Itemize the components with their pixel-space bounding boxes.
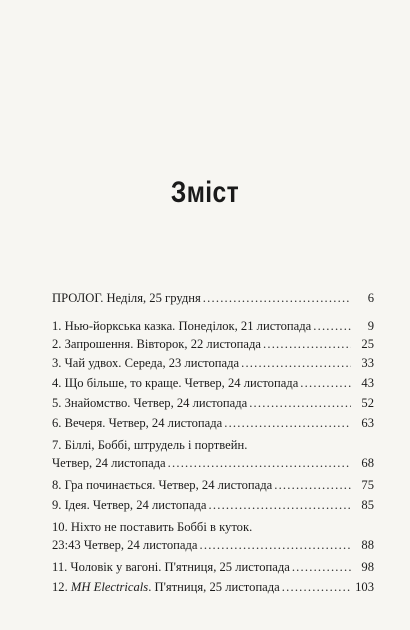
- page-title: Зміст: [170, 176, 240, 209]
- toc-entry-prologue[interactable]: [52, 289, 374, 307]
- toc-entry-5[interactable]: [52, 394, 374, 412]
- toc-entry-label: ПРОЛОГ. Неділя, 25 грудня: [52, 291, 201, 305]
- toc-page-number: 33: [361, 356, 374, 370]
- toc-entry-7[interactable]: [52, 436, 374, 472]
- toc-page-number: 75: [361, 478, 374, 492]
- toc-entry-4[interactable]: [52, 374, 374, 392]
- toc-page-number: 25: [361, 337, 374, 351]
- dot-leader: [224, 414, 351, 432]
- toc-page-number: 88: [361, 538, 374, 552]
- toc-entry-3[interactable]: [52, 354, 374, 372]
- dot-leader: [274, 476, 351, 494]
- toc-entry-label-prefix: 12.: [52, 580, 71, 594]
- dot-leader: [200, 536, 352, 554]
- toc-entry-label: 1. Нью-йоркська казка. Понеділок, 21 листопада: [52, 319, 312, 333]
- toc-page-number: 98: [361, 560, 374, 574]
- toc-entry-2[interactable]: [52, 335, 374, 353]
- toc-entry-label-line1: 10. Ніхто не поставить Боббі в куток.: [52, 520, 253, 534]
- toc-page-number: 9: [367, 319, 374, 333]
- dot-leader: [300, 374, 351, 392]
- dot-leader: [292, 558, 351, 576]
- dot-leader: [203, 289, 351, 307]
- toc-entry-1[interactable]: [52, 317, 374, 335]
- toc-entry-label: 9. Ідея. Четвер, 24 листопада: [52, 498, 207, 512]
- toc-entry-label-line1: 7. Біллі, Боббі, штрудель і портвейн.: [52, 438, 248, 452]
- toc-entry-10[interactable]: [52, 518, 374, 554]
- toc-page-number: 52: [361, 396, 374, 410]
- dot-leader: [241, 354, 351, 372]
- toc-entry-11[interactable]: [52, 558, 374, 576]
- toc-entry-label: 8. Гра починається. Четвер, 24 листопада: [52, 478, 273, 492]
- toc-page-number: 6: [367, 291, 374, 305]
- toc-page-number: 63: [361, 416, 374, 430]
- dot-leader: [249, 394, 351, 412]
- dot-leader: [263, 335, 351, 353]
- dot-leader: [313, 317, 351, 335]
- toc-page-number: 68: [361, 456, 374, 470]
- toc-entry-8[interactable]: [52, 476, 374, 494]
- toc-entry-12[interactable]: [52, 578, 374, 596]
- toc-entry-label: 5. Знайомство. Четвер, 24 листопада: [52, 396, 248, 410]
- toc-page-number: 103: [355, 580, 374, 594]
- toc-entry-6[interactable]: [52, 414, 374, 432]
- toc-page-number: 43: [361, 376, 374, 390]
- toc-entry-label: 4. Що більше, то краще. Четвер, 24 листопада: [52, 376, 299, 390]
- toc-entry-label: 3. Чай удвох. Середа, 23 листопада: [52, 356, 240, 370]
- toc-entry-label-rest: . П'ятниця, 25 листопада: [148, 580, 280, 594]
- dot-leader: [282, 578, 351, 596]
- dot-leader: [168, 454, 351, 472]
- toc-entry-label: Четвер, 24 листопада: [52, 456, 166, 470]
- dot-leader: [209, 496, 351, 514]
- toc-entry-label: 6. Вечеря. Четвер, 24 листопада: [52, 416, 223, 430]
- toc-entry-label: 23:43 Четвер, 24 листопада: [52, 538, 198, 552]
- toc-entry-label: 11. Чоловік у вагоні. П'ятниця, 25 листопада: [52, 560, 290, 574]
- toc-entry-label: 2. Запрошення. Вівторок, 22 листопада: [52, 337, 262, 351]
- toc-entry-9[interactable]: [52, 496, 374, 514]
- toc-entry-label-italic: MH Electricals: [70, 580, 149, 594]
- toc-entry-label: [52, 578, 280, 596]
- toc-page-number: 85: [361, 498, 374, 512]
